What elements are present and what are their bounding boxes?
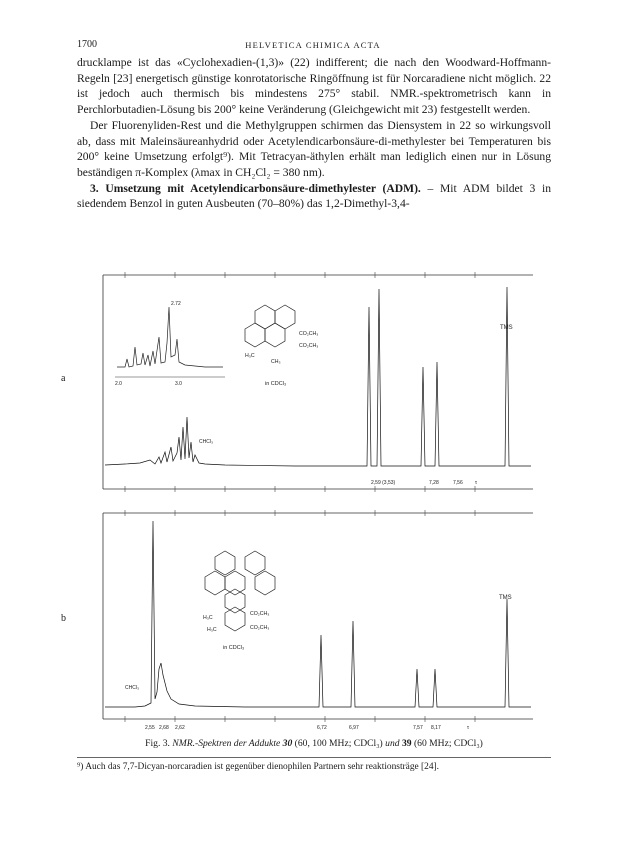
ester-label-2: CO₂CH₃ xyxy=(299,343,319,349)
caption-mid-1: (60, 100 MHz; CDCl₃) xyxy=(294,738,383,749)
section-heading: 3. Umsetzung mit Acetylendicarbonsäure-dimethylester (ADM). xyxy=(90,181,421,195)
inset-tick-1: 2.0 xyxy=(115,381,122,387)
spectrum-b xyxy=(103,510,533,731)
caption-compound-2: 39 xyxy=(401,738,412,749)
axis-b-label-5: 6,97 xyxy=(349,725,359,731)
nmr-spectra-svg xyxy=(95,267,540,735)
methyl-label-b2: H₃C xyxy=(207,627,217,633)
axis-b-label-8: τ xyxy=(467,725,469,731)
methyl-label-1: H₃C xyxy=(245,353,255,359)
caption-mid-2: (60 MHz; CDCl₃) xyxy=(413,738,483,749)
panel-label-b: b xyxy=(61,613,66,624)
chcl3-label-b: CHCl₃ xyxy=(125,685,139,691)
axis-b-label-7: 8,17 xyxy=(431,725,441,731)
footnote-text: Auch das 7,7-Dicyan-norcaradien ist gegenüber dienophilen Partnern sehr reaktionsträge [24]. xyxy=(85,762,439,772)
structure-a xyxy=(245,305,295,347)
ester-label-b1: CO₂CH₃ xyxy=(250,611,270,617)
caption-label: Fig. 3. xyxy=(145,738,170,749)
running-header xyxy=(77,39,549,53)
footnote xyxy=(77,762,551,772)
axis-a-label-3: 7,56 xyxy=(453,480,463,486)
solvent-label-a: in CDCl₃ xyxy=(265,381,287,387)
journal-title: HELVETICA CHIMICA ACTA xyxy=(245,40,381,50)
axis-b-label-4: 6,72 xyxy=(317,725,327,731)
axis-b-label-1: 2,55 xyxy=(145,725,155,731)
methyl-label-b1: H₃C xyxy=(203,615,213,621)
caption-und: und xyxy=(385,738,400,749)
paragraph-3 xyxy=(77,181,551,212)
axis-a-label-4: τ xyxy=(475,480,477,486)
trace-b xyxy=(105,521,531,707)
paragraph-3-text: – Mit ADM bildet 3 in siedendem Benzol in guten Ausbeuten (70–80%) das 1,2-Dimethyl-3,4- xyxy=(77,181,551,211)
nmr-figure xyxy=(61,267,540,740)
body-text xyxy=(77,55,551,212)
axis-b-label-6: 7,57 xyxy=(413,725,423,731)
inset-spectrum-a xyxy=(115,301,225,387)
axis-a-label-1: 2,59 (3,53) xyxy=(371,480,396,486)
ester-label-b2: CO₂CH₃ xyxy=(250,625,270,631)
inset-tick-2: 3.0 xyxy=(175,381,182,387)
chcl3-label-a: CHCl₃ xyxy=(199,439,213,445)
tms-label-b: TMS xyxy=(499,595,512,601)
methyl-label-2: CH₃ xyxy=(271,359,281,365)
footnote-rule xyxy=(77,757,551,758)
panel-label-a: a xyxy=(61,373,66,384)
page-number: 1700 xyxy=(77,39,97,50)
footnote-marker: ⁹) xyxy=(77,762,84,772)
solvent-label-b: in CDCl₃ xyxy=(223,645,245,651)
structure-b xyxy=(205,551,275,631)
axis-b-label-3: 2,62 xyxy=(175,725,185,731)
spectrum-a xyxy=(103,272,533,492)
figure-caption xyxy=(77,738,551,749)
axis-b-label-2: 2,68 xyxy=(159,725,169,731)
paragraph-1: drucklampe ist das «Cyclohexadien-(1,3)» (22) indifferent; die nach den Woodward-Hoffmann-Regeln [23] energetisch günstige konrotatorische Ringöffnung ist für Norcaradiene nicht möglich. 22 ist jedoch auch thermisch bis mindestens 275° stabil. NMR.-spektrometrisch kann in Perchlorbutadien-Lösung bis 200° keine Veränderung (Gleichgewicht mit 23) festgestellt werden. xyxy=(77,56,551,117)
ester-label-1: CO₂CH₃ xyxy=(299,331,319,337)
inset-label: 2.72 xyxy=(171,301,181,307)
caption-italic: NMR.-Spektren der Addukte xyxy=(172,738,281,749)
paragraph-2: Der Fluorenyliden-Rest und die Methylgruppen schirmen das Diensystem in 22 so wirkungsvoll ab, dass mit Maleinsäureanhydrid oder Acetylendicarbonsäure-di-methylester bei Temperaturen bis 200° keine Umsetzung erfolgt⁹). Mit Tetracyan-äthylen erhält man lediglich einen nur in Lösung beständigen π-Komplex (λmax in CH₂Cl₂ = 380 nm). xyxy=(77,118,551,179)
caption-compound-1: 30 xyxy=(282,738,293,749)
axis-a-label-2: 7,28 xyxy=(429,480,439,486)
tms-label-a: TMS xyxy=(500,325,513,331)
